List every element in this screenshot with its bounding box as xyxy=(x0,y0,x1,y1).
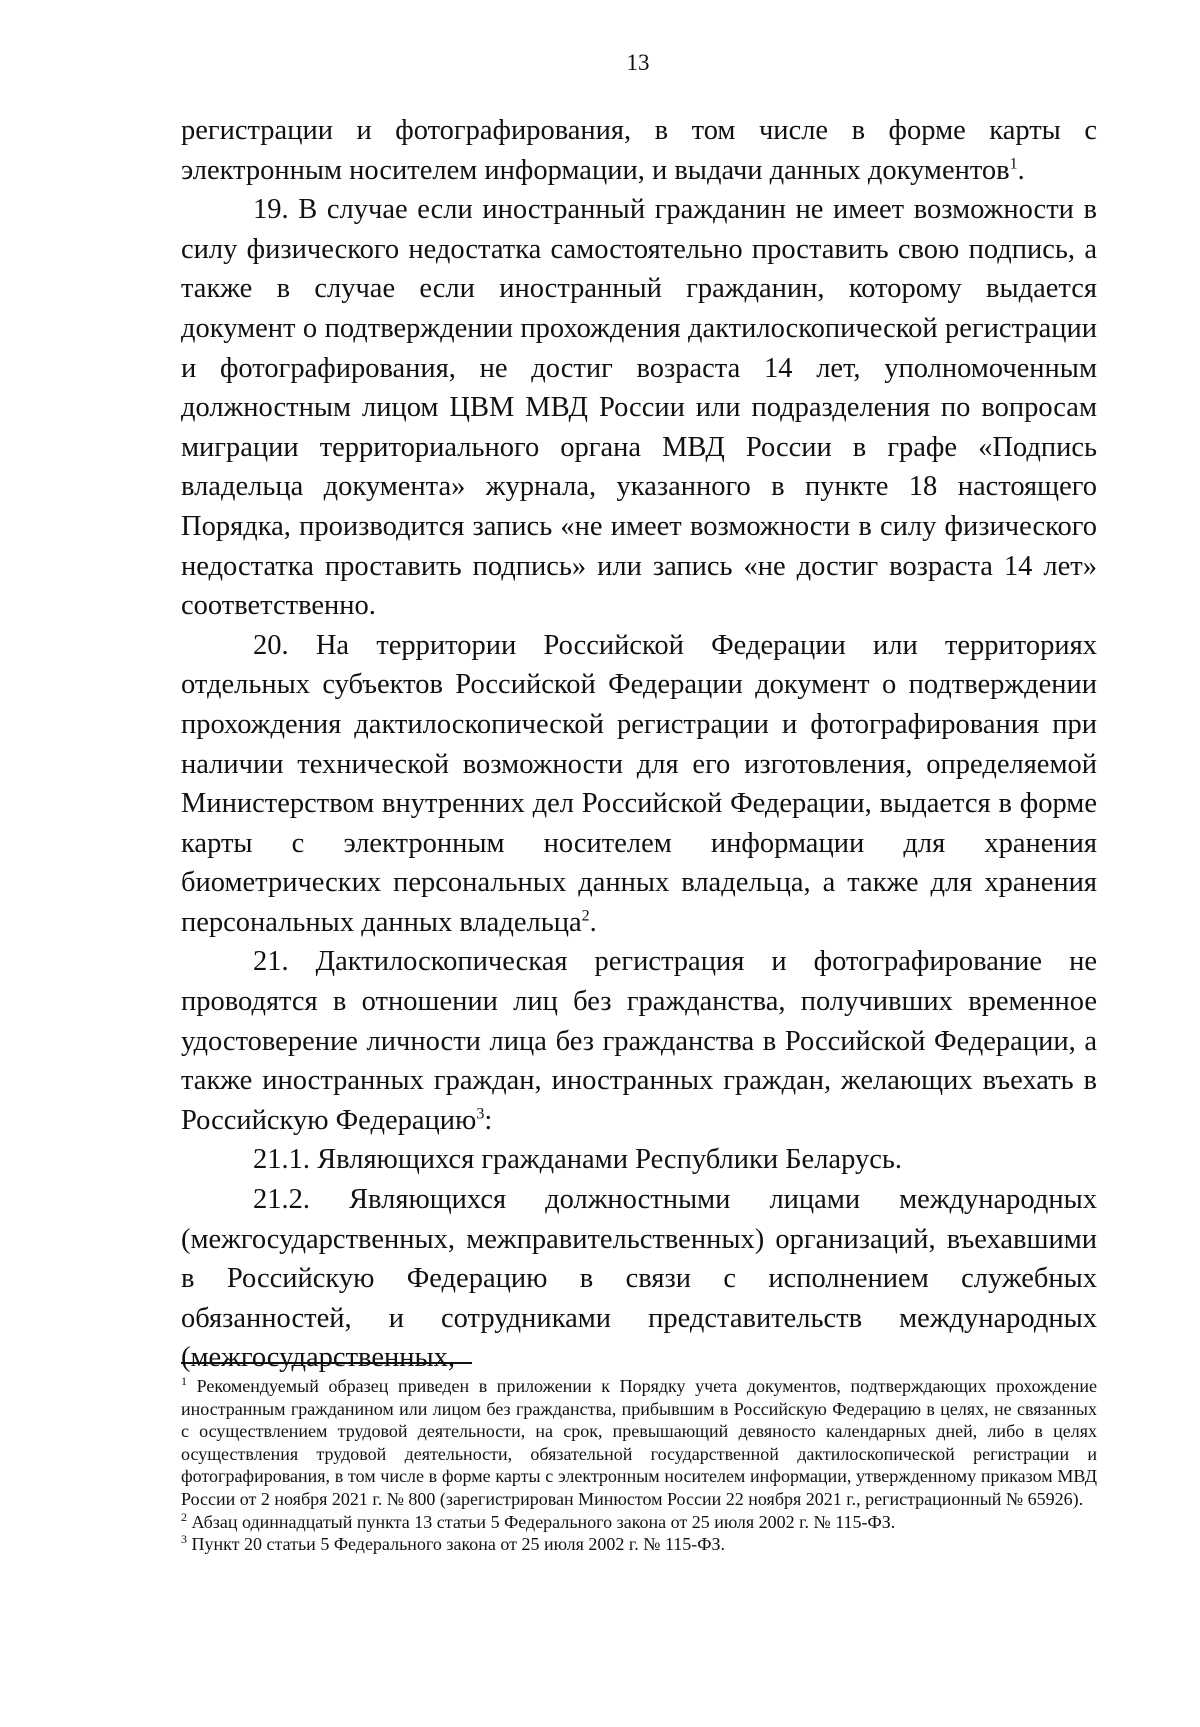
footnote-ref-1[interactable]: 1 xyxy=(1009,155,1018,173)
footnote-3 xyxy=(181,1533,1097,1556)
footnote-marker: 3 xyxy=(181,1532,187,1547)
footnote-marker: 1 xyxy=(181,1374,187,1388)
paragraph-text: 20. На территории Российской Федерации или территориях отдельных субъектов Российской Федерации документ о подтверждении прохождения дактилоскопической регистрации и фотографирования при наличии технической возможности для его изготовления, определяемой Министерством внутренних дел Российской Федерации, выдается в форме карты с электронным носителем информации для хранения биометрических персональных данных владельца, а также для хранения персональных данных владельца xyxy=(181,629,1097,938)
footnote-ref-3[interactable]: 3 xyxy=(476,1105,485,1123)
paragraph-21-2 xyxy=(181,1180,1097,1378)
paragraph-19 xyxy=(181,190,1097,626)
page-number: 13 xyxy=(626,50,650,75)
paragraph-20 xyxy=(181,626,1097,943)
footnote-text: Абзац одиннадцатый пункта 13 статьи 5 Федерального закона от 25 июля 2002 г. № 115-ФЗ. xyxy=(191,1511,896,1532)
footnote-text: Рекомендуемый образец приведен в приложении к Порядку учета документов, подтверждающих прохождение иностранным гражданином или лицом без гражданства, прибывшим в Российскую Федерацию в целях, не связанных с осуществлением трудовой деятельности, на срок, превышающий девяносто календарных дней, либо в целях осуществления трудовой деятельности, обязательной государственной дактилоскопической регистрации и фотографирования, в том числе в форме карты с электронным носителем информации, утвержденному приказом МВД России от 2 ноября 2021 г. № 800 (зарегистрирован Минюстом России 22 ноября 2021 г., регистрационный № 65926). xyxy=(181,1376,1097,1509)
footnote-ref-2[interactable]: 2 xyxy=(581,907,590,925)
footnote-1 xyxy=(181,1375,1097,1511)
paragraph-end-punct: : xyxy=(484,1104,493,1136)
paragraph-text: 19. В случае если иностранный гражданин не имеет возможности в силу физического недостатка самостоятельно проставить свою подпись, а также в случае если иностранный гражданин, которому выдается документ о подтверждении прохождения дактилоскопической регистрации и фотографирования, не достиг возраста 14 лет, уполномоченным должностным лицом ЦВМ МВД России или подразделения по вопросам миграции территориального органа МВД России в графе «Подпись владельца документа» журнала, указанного в пункте 18 настоящего Порядка, производится запись «не имеет возможности в силу физического недостатка проставить подпись» или запись «не достиг возраста 14 лет» соответственно. xyxy=(181,194,1097,622)
paragraph-text: 21. Дактилоскопическая регистрация и фотографирование не проводятся в отношении лиц без гражданства, получивших временное удостоверение личности лица без гражданства в Российской Федерации, а также иностранных граждан, иностранных граждан, желающих въехать в Российскую Федерацию xyxy=(181,946,1097,1136)
footnote-marker: 2 xyxy=(181,1509,187,1524)
footnote-separator xyxy=(181,1362,472,1364)
footnote-2 xyxy=(181,1511,1097,1534)
paragraph-text: 21.1. Являющихся гражданами Республики Беларусь. xyxy=(253,1144,902,1176)
paragraph-end-punct: . xyxy=(589,906,597,938)
paragraph-continuation xyxy=(181,111,1097,190)
footnotes xyxy=(181,1375,1097,1556)
paragraph-text: регистрации и фотографирования, в том числе в форме карты с электронным носителем информации, и выдачи данных документов xyxy=(181,115,1097,186)
paragraph-end-punct: . xyxy=(1017,154,1025,186)
document-body xyxy=(181,111,1097,1378)
paragraph-21-1 xyxy=(181,1140,1097,1180)
paragraph-21 xyxy=(181,942,1097,1140)
footnote-text: Пункт 20 статьи 5 Федерального закона от 25 июля 2002 г. № 115-ФЗ. xyxy=(191,1534,726,1555)
paragraph-text: 21.2. Являющихся должностными лицами международных (межгосударственных, межправительственных) организаций, въехавшими в Российскую Федерацию в связи с исполнением служебных обязанностей, и сотрудниками представительств международных (межгосударственных, xyxy=(181,1184,1097,1374)
